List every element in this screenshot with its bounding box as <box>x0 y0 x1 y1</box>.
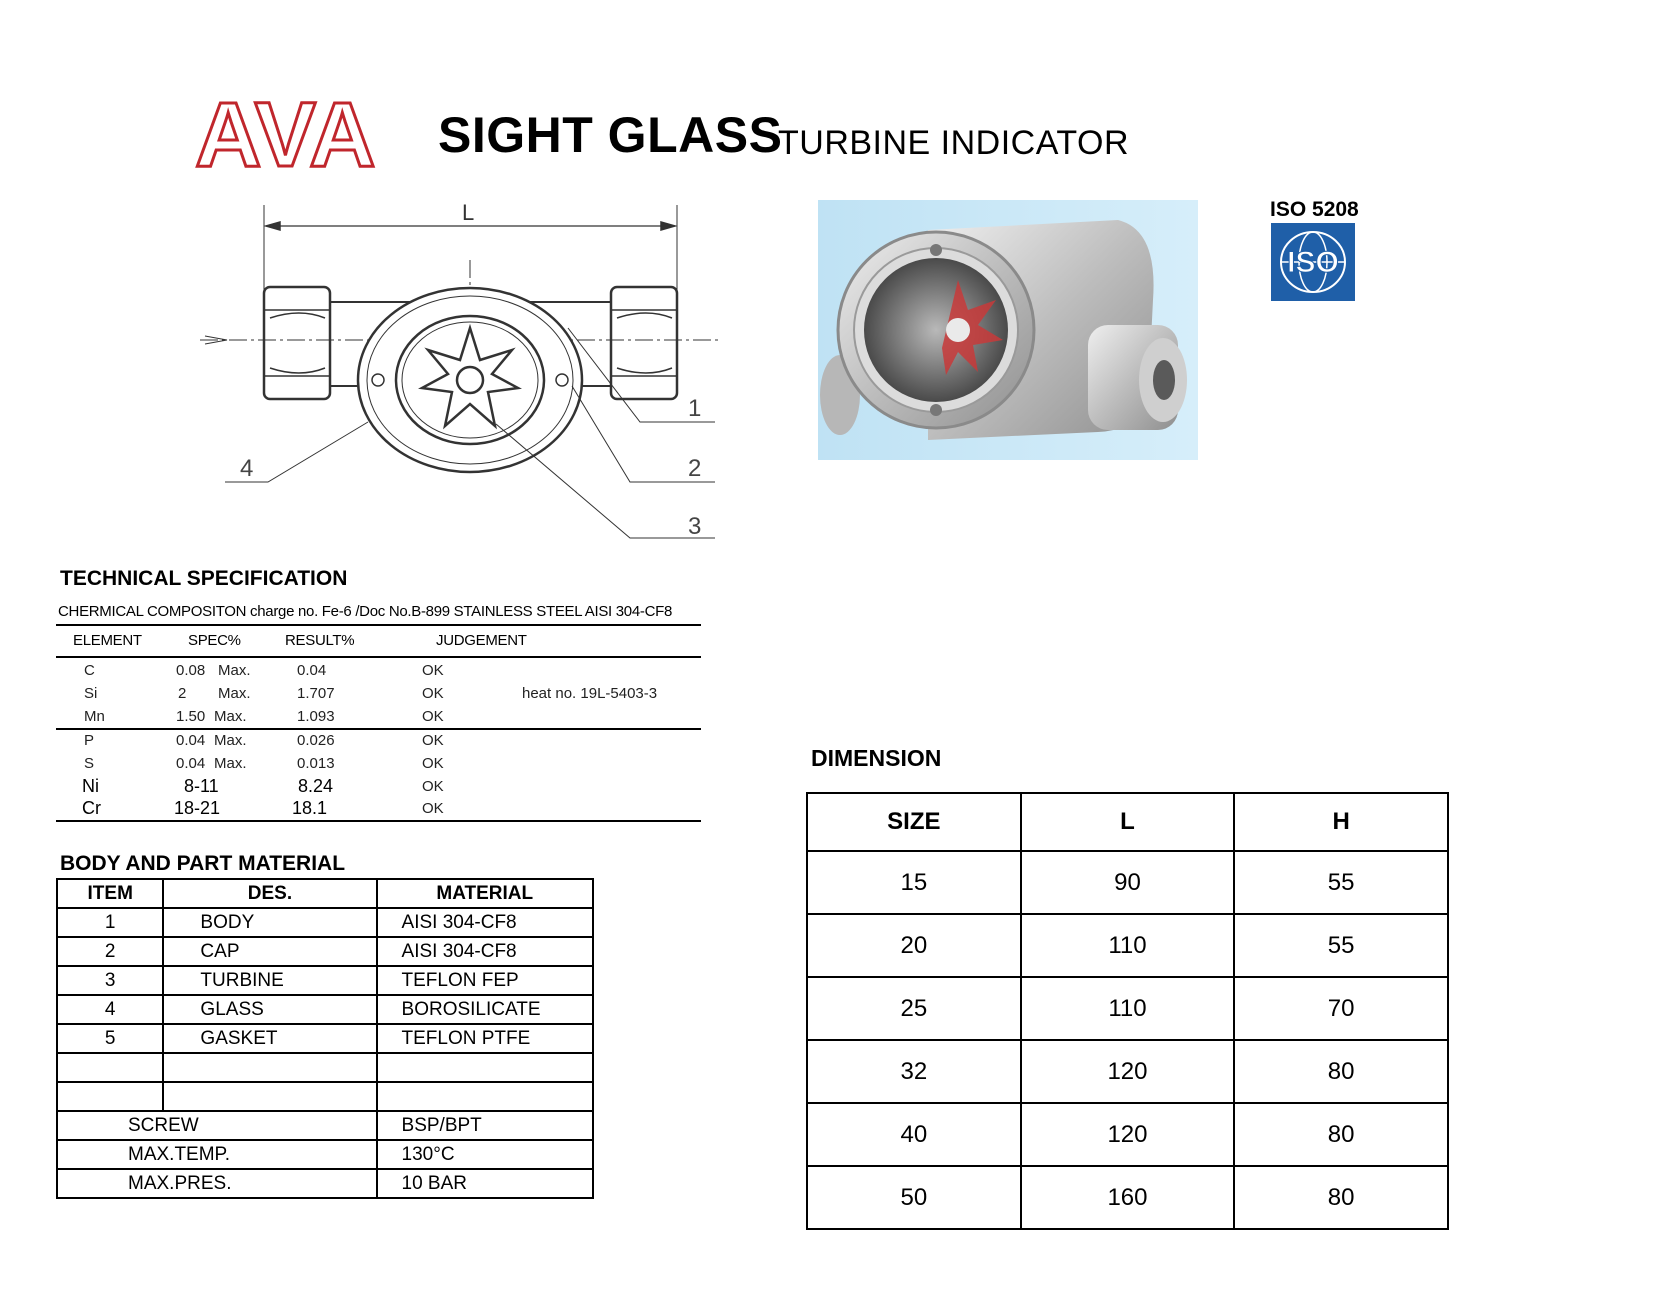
logo-text: AVA <box>195 88 376 178</box>
row-ni-element: Ni <box>82 776 99 796</box>
row-ni-judgement: OK <box>422 778 444 795</box>
row-si-element: Si <box>84 685 98 702</box>
row-c-judgement: OK <box>422 662 444 679</box>
size-cell: 25 <box>807 977 1021 1040</box>
size-cell: 50 <box>807 1166 1021 1229</box>
row-cr-spec: 18-21 <box>174 798 221 818</box>
table-row <box>807 1040 1448 1103</box>
row-si-spec-unit: Max. <box>218 685 251 702</box>
table-row <box>57 1024 593 1053</box>
table-header-row <box>807 793 1448 851</box>
des-cell: GASKET <box>163 1024 376 1053</box>
row-mn-spec: 1.50 <box>176 708 206 725</box>
des-cell: BODY <box>163 908 376 937</box>
item-cell: 5 <box>57 1024 163 1053</box>
row-cr-element: Cr <box>82 798 101 818</box>
technical-drawing <box>200 200 730 552</box>
row-cr-result: 18.1 <box>292 798 328 818</box>
row-c-result: 0.04 <box>297 662 327 679</box>
callout-2: 2 <box>688 455 702 482</box>
size-cell: 40 <box>807 1103 1021 1166</box>
size-cell: 20 <box>807 914 1021 977</box>
header-size: SIZE <box>807 793 1021 851</box>
l-cell: 160 <box>1021 1166 1235 1229</box>
l-cell: 90 <box>1021 851 1235 914</box>
h-cell: 70 <box>1234 977 1448 1040</box>
des-cell: GLASS <box>163 995 376 1024</box>
row-s-spec: 0.04 <box>176 755 206 772</box>
row-ni-spec: 8-11 <box>184 776 219 796</box>
table-row <box>57 995 593 1024</box>
callout-1: 1 <box>688 395 702 422</box>
material-cell: TEFLON FEP <box>377 966 593 995</box>
item-cell: 4 <box>57 995 163 1024</box>
l-cell: 110 <box>1021 977 1235 1040</box>
des-cell <box>163 1082 376 1111</box>
product-photo <box>818 200 1198 460</box>
row-p-spec: 0.04 <box>176 732 206 749</box>
row-si-result: 1.707 <box>297 685 335 702</box>
row-ni-result: 8.24 <box>298 776 334 796</box>
row-s-result: 0.013 <box>297 755 335 772</box>
row-mn-result: 1.093 <box>297 708 335 725</box>
table-row <box>807 914 1448 977</box>
dimension-title: DIMENSION <box>811 745 942 771</box>
material-cell: AISI 304-CF8 <box>377 937 593 966</box>
spec-value: 10 BAR <box>377 1169 593 1198</box>
spec-label: SCREW <box>57 1111 377 1140</box>
header-item: ITEM <box>57 879 163 908</box>
table-row <box>807 851 1448 914</box>
material-cell <box>377 1053 593 1082</box>
material-cell: AISI 304-CF8 <box>377 908 593 937</box>
row-mn-spec-unit: Max. <box>214 708 247 725</box>
header-element: ELEMENT <box>73 632 142 649</box>
spec-value: 130°C <box>377 1140 593 1169</box>
header-spec: SPEC% <box>188 632 241 649</box>
des-cell: CAP <box>163 937 376 966</box>
row-cr-judgement: OK <box>422 800 444 817</box>
row-s-spec-unit: Max. <box>214 755 247 772</box>
table-row <box>57 1053 593 1082</box>
des-cell: TURBINE <box>163 966 376 995</box>
row-mn-judgement: OK <box>422 708 444 725</box>
row-si-spec: 2 <box>178 685 187 702</box>
item-cell: 3 <box>57 966 163 995</box>
material-cell <box>377 1082 593 1111</box>
heat-number-note: heat no. 19L-5403-3 <box>522 685 658 702</box>
header-material: MATERIAL <box>377 879 593 908</box>
row-c-element: C <box>84 662 95 679</box>
row-p-result: 0.026 <box>297 732 335 749</box>
row-c-spec-unit: Max. <box>218 662 251 679</box>
page-subtitle: TURBINE INDICATOR <box>778 124 1130 162</box>
l-cell: 120 <box>1021 1040 1235 1103</box>
size-cell: 15 <box>807 851 1021 914</box>
body-part-material-table <box>56 878 594 1199</box>
item-cell: 1 <box>57 908 163 937</box>
spec-value: BSP/BPT <box>377 1111 593 1140</box>
header-l: L <box>1021 793 1235 851</box>
page-title: SIGHT GLASS <box>438 107 783 163</box>
spec-row-max-temp <box>57 1140 593 1169</box>
h-cell: 55 <box>1234 851 1448 914</box>
table-row <box>57 966 593 995</box>
size-cell: 32 <box>807 1040 1021 1103</box>
dimension-label-l: L <box>462 200 475 225</box>
table-header-row <box>57 879 593 908</box>
iso-logo-text: ISO <box>1287 246 1339 279</box>
l-cell: 110 <box>1021 914 1235 977</box>
header-judgement: JUDGEMENT <box>436 632 527 649</box>
material-cell: TEFLON PTFE <box>377 1024 593 1053</box>
h-cell: 55 <box>1234 914 1448 977</box>
spec-row-max-pres <box>57 1169 593 1198</box>
row-s-element: S <box>84 755 95 772</box>
row-p-judgement: OK <box>422 732 444 749</box>
callout-4: 4 <box>240 455 254 482</box>
header-result: RESULT% <box>285 632 355 649</box>
l-cell: 120 <box>1021 1103 1235 1166</box>
h-cell: 80 <box>1234 1166 1448 1229</box>
des-cell <box>163 1053 376 1082</box>
table-row <box>807 1166 1448 1229</box>
item-cell: 2 <box>57 937 163 966</box>
spec-label: MAX.PRES. <box>57 1169 377 1198</box>
row-p-element: P <box>84 732 95 749</box>
header-h: H <box>1234 793 1448 851</box>
iso-logo-icon <box>1271 223 1355 301</box>
item-cell <box>57 1082 163 1111</box>
table-row <box>807 1103 1448 1166</box>
h-cell: 80 <box>1234 1040 1448 1103</box>
dimension-table <box>806 792 1449 1230</box>
row-p-spec-unit: Max. <box>214 732 247 749</box>
table-row <box>57 1082 593 1111</box>
spec-row-screw <box>57 1111 593 1140</box>
callout-3: 3 <box>688 513 702 540</box>
row-si-judgement: OK <box>422 685 444 702</box>
row-c-spec: 0.08 <box>176 662 206 679</box>
item-cell <box>57 1053 163 1082</box>
row-mn-element: Mn <box>84 708 105 725</box>
row-s-judgement: OK <box>422 755 444 772</box>
spec-label: MAX.TEMP. <box>57 1140 377 1169</box>
technical-specification-title: TECHNICAL SPECIFICATION <box>60 567 348 590</box>
ava-logo <box>195 88 380 178</box>
header-des: DES. <box>163 879 376 908</box>
table-row <box>807 977 1448 1040</box>
table-row <box>57 937 593 966</box>
table-row <box>57 908 593 937</box>
iso-standard-label: ISO 5208 <box>1270 198 1359 221</box>
chemical-composition-line: CHERMICAL COMPOSITON charge no. Fe-6 /Doc No.B-899 STAINLESS STEEL AISI 304-CF8 <box>58 603 673 620</box>
body-part-material-title: BODY AND PART MATERIAL <box>60 852 346 875</box>
material-cell: BOROSILICATE <box>377 995 593 1024</box>
h-cell: 80 <box>1234 1103 1448 1166</box>
